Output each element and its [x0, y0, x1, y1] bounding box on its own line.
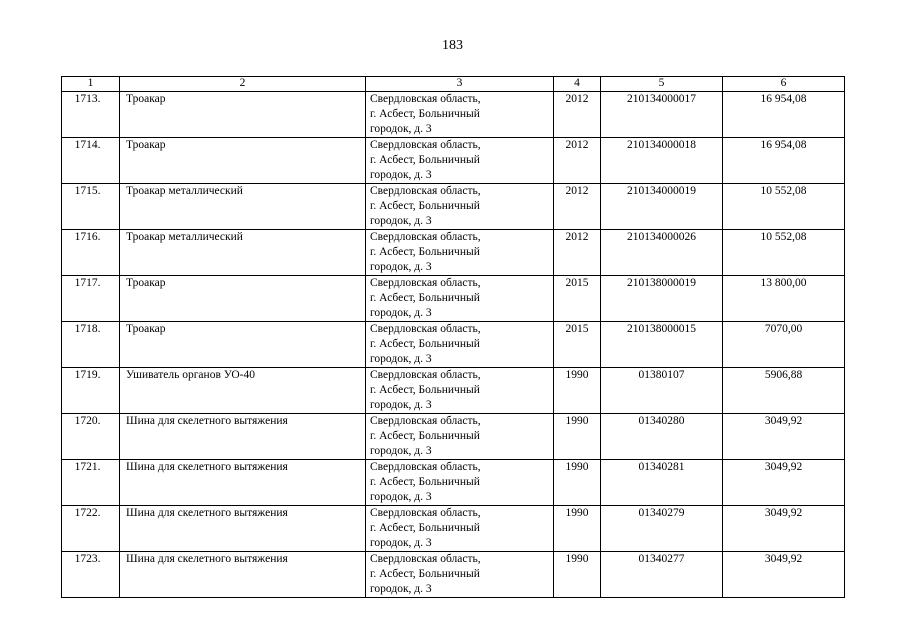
item-name: Шина для скелетного вытяжения: [120, 460, 366, 506]
table-row: [62, 552, 845, 598]
item-name: Троакар: [120, 276, 366, 322]
row-number: 1718.: [62, 322, 120, 368]
item-year: 2012: [554, 184, 601, 230]
inventory-number: 01340280: [601, 414, 723, 460]
row-number: 1716.: [62, 230, 120, 276]
inventory-number: 01340281: [601, 460, 723, 506]
table-row: [62, 276, 845, 322]
address-line: г. Асбест, Больничный: [370, 568, 480, 580]
item-name: Шина для скелетного вытяжения: [120, 552, 366, 598]
item-year: 1990: [554, 552, 601, 598]
item-name: Троакар: [120, 92, 366, 138]
inventory-number: 210138000019: [601, 276, 723, 322]
address-line: городок, д. 3: [370, 215, 432, 227]
item-year: 1990: [554, 460, 601, 506]
item-cost: 3049,92: [723, 414, 845, 460]
address-line: Свердловская область,: [370, 415, 481, 427]
item-year: 2012: [554, 230, 601, 276]
item-year: 2015: [554, 276, 601, 322]
address-line: г. Асбест, Больничный: [370, 476, 480, 488]
address-line: Свердловская область,: [370, 277, 481, 289]
address-line: городок, д. 3: [370, 491, 432, 503]
address-line: г. Асбест, Больничный: [370, 108, 480, 120]
address-line: городок, д. 3: [370, 123, 432, 135]
item-year: 2012: [554, 92, 601, 138]
item-address: [366, 276, 554, 322]
inventory-number: 210134000026: [601, 230, 723, 276]
row-number: 1715.: [62, 184, 120, 230]
address-line: Свердловская область,: [370, 93, 481, 105]
inventory-number: 01340279: [601, 506, 723, 552]
column-header: 4: [554, 77, 601, 92]
item-cost: 16 954,08: [723, 92, 845, 138]
table-row: [62, 506, 845, 552]
address-line: городок, д. 3: [370, 307, 432, 319]
address-line: г. Асбест, Больничный: [370, 430, 480, 442]
item-year: 2012: [554, 138, 601, 184]
row-number: 1720.: [62, 414, 120, 460]
page-number: 183: [442, 38, 463, 53]
item-address: [366, 230, 554, 276]
item-address: [366, 552, 554, 598]
address-line: Свердловская область,: [370, 553, 481, 565]
item-address: [366, 184, 554, 230]
item-name: Шина для скелетного вытяжения: [120, 506, 366, 552]
address-line: г. Асбест, Больничный: [370, 246, 480, 258]
table-row: [62, 230, 845, 276]
inventory-number: 210134000019: [601, 184, 723, 230]
address-line: г. Асбест, Больничный: [370, 384, 480, 396]
address-line: Свердловская область,: [370, 231, 481, 243]
row-number: 1719.: [62, 368, 120, 414]
address-line: г. Асбест, Больничный: [370, 522, 480, 534]
address-line: Свердловская область,: [370, 323, 481, 335]
address-line: Свердловская область,: [370, 461, 481, 473]
inventory-number: 01380107: [601, 368, 723, 414]
item-cost: 3049,92: [723, 506, 845, 552]
item-address: [366, 92, 554, 138]
table-row: [62, 414, 845, 460]
row-number: 1717.: [62, 276, 120, 322]
address-line: г. Асбест, Больничный: [370, 292, 480, 304]
column-header: 6: [723, 77, 845, 92]
column-header: 2: [120, 77, 366, 92]
item-year: 1990: [554, 414, 601, 460]
table-row: [62, 322, 845, 368]
item-cost: 10 552,08: [723, 230, 845, 276]
item-name: Троакар металлический: [120, 184, 366, 230]
address-line: городок, д. 3: [370, 399, 432, 411]
address-line: г. Асбест, Больничный: [370, 338, 480, 350]
table-row: [62, 368, 845, 414]
item-name: Троакар металлический: [120, 230, 366, 276]
inventory-number: 01340277: [601, 552, 723, 598]
item-year: 2015: [554, 322, 601, 368]
row-number: 1713.: [62, 92, 120, 138]
item-cost: 3049,92: [723, 460, 845, 506]
address-line: Свердловская область,: [370, 507, 481, 519]
address-line: г. Асбест, Больничный: [370, 200, 480, 212]
item-name: Ушиватель органов УО-40: [120, 368, 366, 414]
item-address: [366, 460, 554, 506]
item-address: [366, 138, 554, 184]
table-row: [62, 92, 845, 138]
item-address: [366, 414, 554, 460]
item-cost: 3049,92: [723, 552, 845, 598]
item-cost: 16 954,08: [723, 138, 845, 184]
address-line: Свердловская область,: [370, 369, 481, 381]
item-cost: 10 552,08: [723, 184, 845, 230]
item-year: 1990: [554, 368, 601, 414]
inventory-number: 210138000015: [601, 322, 723, 368]
address-line: городок, д. 3: [370, 583, 432, 595]
row-number: 1714.: [62, 138, 120, 184]
item-address: [366, 368, 554, 414]
inventory-number: 210134000018: [601, 138, 723, 184]
table-row: [62, 184, 845, 230]
address-line: городок, д. 3: [370, 353, 432, 365]
item-address: [366, 506, 554, 552]
row-number: 1723.: [62, 552, 120, 598]
address-line: городок, д. 3: [370, 169, 432, 181]
address-line: городок, д. 3: [370, 445, 432, 457]
address-line: г. Асбест, Больничный: [370, 154, 480, 166]
column-header: 5: [601, 77, 723, 92]
item-cost: 7070,00: [723, 322, 845, 368]
address-line: городок, д. 3: [370, 537, 432, 549]
table-row: [62, 138, 845, 184]
item-cost: 5906,88: [723, 368, 845, 414]
property-table: [61, 76, 845, 598]
item-cost: 13 800,00: [723, 276, 845, 322]
row-number: 1721.: [62, 460, 120, 506]
column-header: 3: [366, 77, 554, 92]
header-row: [62, 77, 845, 92]
address-line: Свердловская область,: [370, 139, 481, 151]
address-line: городок, д. 3: [370, 261, 432, 273]
item-address: [366, 322, 554, 368]
row-number: 1722.: [62, 506, 120, 552]
item-name: Троакар: [120, 322, 366, 368]
inventory-number: 210134000017: [601, 92, 723, 138]
column-header: 1: [62, 77, 120, 92]
address-line: Свердловская область,: [370, 185, 481, 197]
item-year: 1990: [554, 506, 601, 552]
item-name: Троакар: [120, 138, 366, 184]
item-name: Шина для скелетного вытяжения: [120, 414, 366, 460]
table-row: [62, 460, 845, 506]
